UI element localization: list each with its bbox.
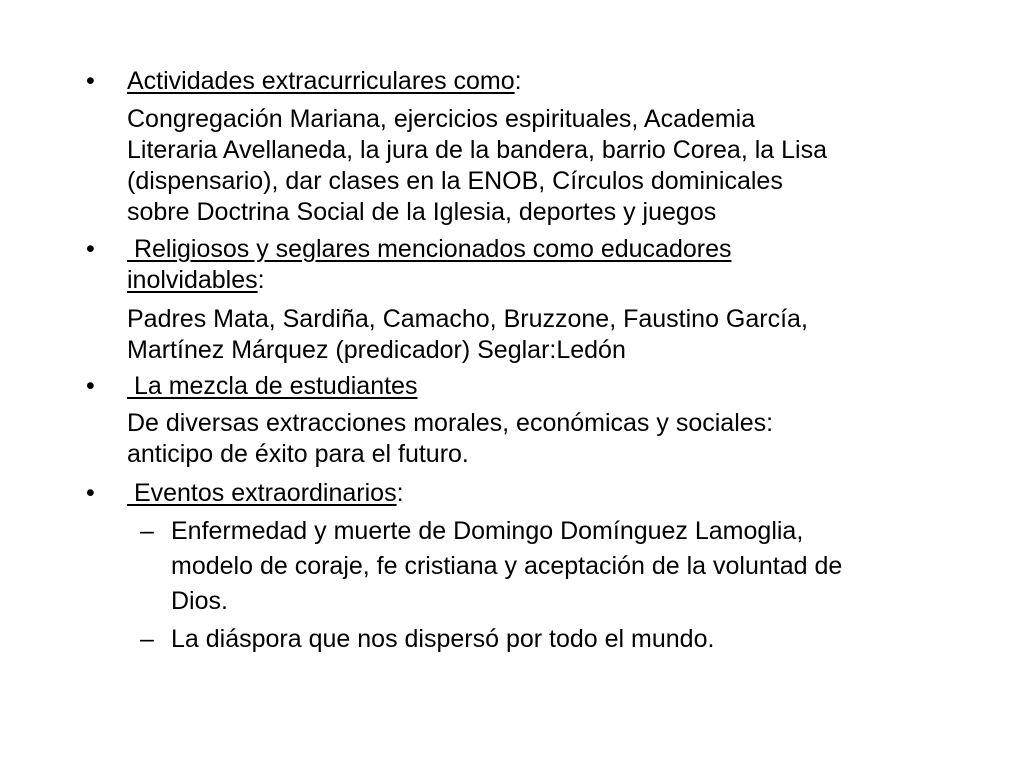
dash-marker: – bbox=[140, 517, 154, 545]
bullet-heading bbox=[127, 478, 907, 509]
bullet-heading-line2 bbox=[127, 265, 907, 296]
bullet-marker: • bbox=[86, 235, 95, 263]
bullet-marker: • bbox=[86, 372, 95, 400]
heading-text-line1: Religiosos y seglares mencionados como educadores bbox=[127, 235, 732, 263]
body-line: De diversas extracciones morales, económicas y sociales: bbox=[127, 409, 774, 437]
body-line: Padres Mata, Sardiña, Camacho, Bruzzone, Faustino García, bbox=[127, 305, 808, 333]
bullet-heading bbox=[127, 371, 907, 402]
heading-text: Actividades extracurriculares como bbox=[127, 67, 515, 95]
body-line: Congregación Mariana, ejercicios espirituales, Academia bbox=[127, 105, 756, 133]
body-line: anticipo de éxito para el futuro. bbox=[127, 440, 469, 468]
bullet-marker: • bbox=[86, 479, 95, 507]
bullet-heading bbox=[127, 234, 907, 265]
heading-text-line2: inolvidables bbox=[127, 266, 258, 294]
subitem-line: modelo de coraje, fe cristiana y aceptación de la voluntad de bbox=[171, 552, 843, 580]
heading-colon: : bbox=[514, 67, 522, 95]
subitem-line: Enfermedad y muerte de Domingo Domínguez Lamoglia, bbox=[171, 517, 804, 545]
heading-colon: : bbox=[396, 479, 404, 507]
bullet-marker: • bbox=[86, 67, 95, 95]
body-line: Martínez Márquez (predicador) Seglar:Ledón bbox=[127, 336, 626, 364]
subitem-line: La diáspora que nos dispersó por todo el mundo. bbox=[171, 625, 715, 653]
body-line: sobre Doctrina Social de la Iglesia, deportes y juegos bbox=[127, 198, 717, 226]
body-line: (dispensario), dar clases en la ENOB, Círculos dominicales bbox=[127, 167, 783, 195]
dash-marker: – bbox=[140, 625, 154, 653]
subitem-line: Dios. bbox=[171, 587, 228, 615]
heading-text: La mezcla de estudiantes bbox=[127, 372, 418, 400]
bullet-heading bbox=[127, 66, 907, 97]
body-line: Literaria Avellaneda, la jura de la bandera, barrio Corea, la Lisa bbox=[127, 136, 827, 164]
heading-text: Eventos extraordinarios bbox=[127, 479, 397, 507]
heading-colon: : bbox=[257, 266, 265, 294]
